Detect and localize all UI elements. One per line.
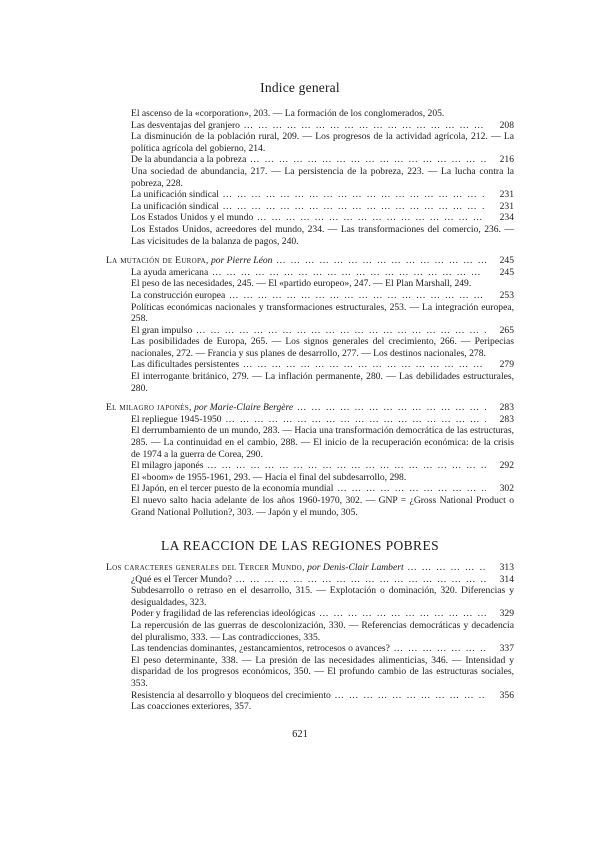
toc-chapter-title [106,255,486,267]
toc-entry-title: ¿Qué es el Tercer Mundo? … … … … … … … … … … … … … … … … … … … … … … … … … … … … … … … … … … … [131,574,486,586]
toc-entry-title: El milagro japonés … … … … … … … … … … … … … … … … … … … … … … … … … … … … … … … … … … … [131,460,486,472]
toc-entry-page: 245 [499,266,514,278]
toc-description: Las coacciones exteriores, 357. [131,701,252,713]
toc-description: La disminución de la población rural, 209. — Los progresos de la actividad agrícola, 212. — La política agrícola del gobierno, 214. [131,131,514,154]
toc-chapter-heading [106,562,514,574]
toc-entry-title: Poder y fragilidad de las referencias ideológicas … … … … … … … … … … … … … … … … … … … … … … … … … … … … … … … … … … … [131,608,486,620]
toc-entry-page: 234 [499,212,514,224]
chapter-author: por Marie-Claire Bergère [194,402,294,414]
toc-entry-page: 231 [499,200,514,212]
toc-entry-title: Las dificultades persistentes … … … … … … … … … … … … … … … … … … … … … … … … … … … … … … … … … … … [131,359,486,371]
toc-entry [106,690,514,702]
toc-description: El ascenso de la «corporation», 203. — La formación de los conglomerados, 205. [131,108,445,119]
toc-entry-page: 279 [499,359,514,371]
toc-entry [106,212,514,224]
chapter-title-text: El milagro japonés, [106,402,192,414]
toc-entry-page: 208 [499,119,514,131]
toc-entry-title: La unificación sindical … … … … … … … … … … … … … … … … … … … … … … … … … … … … … … … … … … … [131,201,486,213]
toc-description: Los Estados Unidos, acreedores del mundo, 234. — Las transformaciones del comercio, 236. — Las vicisitudes de la balanza de pagos, 240. [131,223,514,247]
toc-description: Subdesarrollo o retraso en el desarrollo, 315. — Explotación o dominación, 320. Diferencias y desigualdades, 323. [131,585,514,608]
chapter-title-text: Los caracteres generales del Tercer Mundo, [106,562,305,573]
chapter-title-text: La mutación de Europa, [106,255,209,267]
toc-entry [106,325,514,337]
toc-entry [106,154,514,166]
toc-entry-page: 283 [499,413,514,425]
toc-entry-title: De la abundancia a la pobreza … … … … … … … … … … … … … … … … … … … … … … … … … … … … … … … … … … … [131,154,486,166]
toc-section-third-world [106,562,514,713]
toc-entry [106,414,514,426]
toc-description: Políticas económicas nacionales y transformaciones estructurales, 253. — La integración europea, 258. [131,301,514,325]
toc-description: El «boom» de 1955-1961, 293. — Hacia el final del subdesarrollo, 298. [131,471,407,483]
toc-entry [106,359,514,371]
toc-chapter-heading [106,402,514,414]
toc-entry [106,483,514,495]
toc-description: La repercusión de las guerras de descolonización, 330. — Referencias democráticas y decadencia del pluralismo, 333. — Las contradicciones, 335. [131,619,514,643]
toc-entry-title: La unificación sindical … … … … … … … … … … … … … … … … … … … … … … … … … … … … … … … … … … … [131,189,486,201]
toc-section-usa [106,108,514,518]
toc-entry-page: 302 [499,483,514,495]
toc-description: Las posibilidades de Europa, 265. — Los signos generales del crecimiento, 266. — Peripecias nacionales, 272. — Francia y sus planes de desarrollo, 277. — Los destinos nacionales, 278. [131,336,514,359]
toc-description: El interrogante británico, 279. — La inflación permanente, 280. — Las debilidades estructurales, 280. [131,371,514,394]
toc-entry [106,120,514,132]
toc-chapter-title [106,402,486,414]
toc-entry [106,267,514,279]
toc-chapter-page: 245 [499,255,514,267]
part-title: LA REACCION DE LAS REGIONES POBRES [161,538,439,553]
toc-entry [106,189,514,201]
toc-chapter-page: 283 [499,402,514,414]
toc-entry-page: 231 [499,189,514,201]
toc-entry-page: 314 [499,573,514,585]
toc-description: El derrumbamiento de un mundo, 283. — Hacia una transformación democrática de las estructuras, 285. — La continuidad en el cambio, 288. — El inicio de la recuperación económica: de la crisis de 1974 a la guerra de Corea, 290. [131,425,514,460]
toc-entry [106,608,514,620]
toc-entry [106,643,514,655]
toc-entry-title: Las tendencias dominantes, ¿estancamientos, retrocesos o avances? … … … … … … … … … … … … … … … … … … … … … … … … … … … … … … … … … … … [131,643,486,655]
toc-entry-page: 292 [499,460,514,472]
toc-entry-page: 337 [499,643,514,655]
toc-entry [106,290,514,302]
toc-entry-title: La ayuda americana … … … … … … … … … … … … … … … … … … … … … … … … … … … … … … … … … … … [131,267,486,279]
toc-entry-title: El repliegue 1945-1950 … … … … … … … … … … … … … … … … … … … … … … … … … … … … … … … … … … … [131,414,486,426]
toc-entry-page: 216 [499,154,514,166]
toc-entry-title: La construcción europea … … … … … … … … … … … … … … … … … … … … … … … … … … … … … … … … … … … [131,290,486,302]
toc-description: El peso de las necesidades, 245. — El «partido europeo», 247. — El Plan Marshall, 249. [131,278,472,290]
page-number: 621 [292,729,308,740]
toc-description: El nuevo salto hacia adelante de los años 1960-1970, 302. — GNP = ¿Gross National Product o Grand National Pollution?, 303. — Japón y el mundo, 305. [131,495,514,518]
toc-chapter-page: 313 [499,562,514,573]
toc-chapter-title [106,562,486,574]
toc-entry-title: El Japón, en el tercer puesto de la economía mundial … … … … … … … … … … … … … … … … … … … … … … … … … … … … … … … … … … … [131,483,486,495]
toc-entry [106,460,514,472]
toc-entry-page: 329 [499,608,514,620]
toc-entry-page: 265 [499,324,514,336]
toc-entry-title: El gran impulso … … … … … … … … … … … … … … … … … … … … … … … … … … … … … … … … … … … [131,325,486,337]
toc-entry-page: 253 [499,289,514,301]
toc-entry [106,574,514,586]
toc-chapter-heading [106,255,514,267]
chapter-author: por Pierre Léon [210,255,273,267]
toc-description: Una sociedad de abundancia, 217. — La persistencia de la pobreza, 223. — La lucha contra la pobreza, 228. [131,165,514,189]
toc-entry-title: Las desventajas del granjero … … … … … … … … … … … … … … … … … … … … … … … … … … … … … … … … … … … [131,120,486,132]
chapter-author: por Denis-Clair Lambert [307,562,404,573]
toc-entry-title: Resistencia al desarrollo y bloqueos del crecimiento … … … … … … … … … … … … … … … … … … … … … … … … … … … … … … … … … … … [131,690,486,702]
toc-entry [106,201,514,213]
running-header: Indice general [260,80,340,95]
toc-entry-page: 356 [499,689,514,701]
toc-description: El peso determinante, 338. — La presión de las necesidades alimenticias, 346. — Intensidad y disparidad de los progresos económicos, 350. — El profundo cambio de las estructuras sociales, 353. [131,654,514,689]
toc-entry-title: Los Estados Unidos y el mundo … … … … … … … … … … … … … … … … … … … … … … … … … … … … … … … … … … … [131,212,486,224]
